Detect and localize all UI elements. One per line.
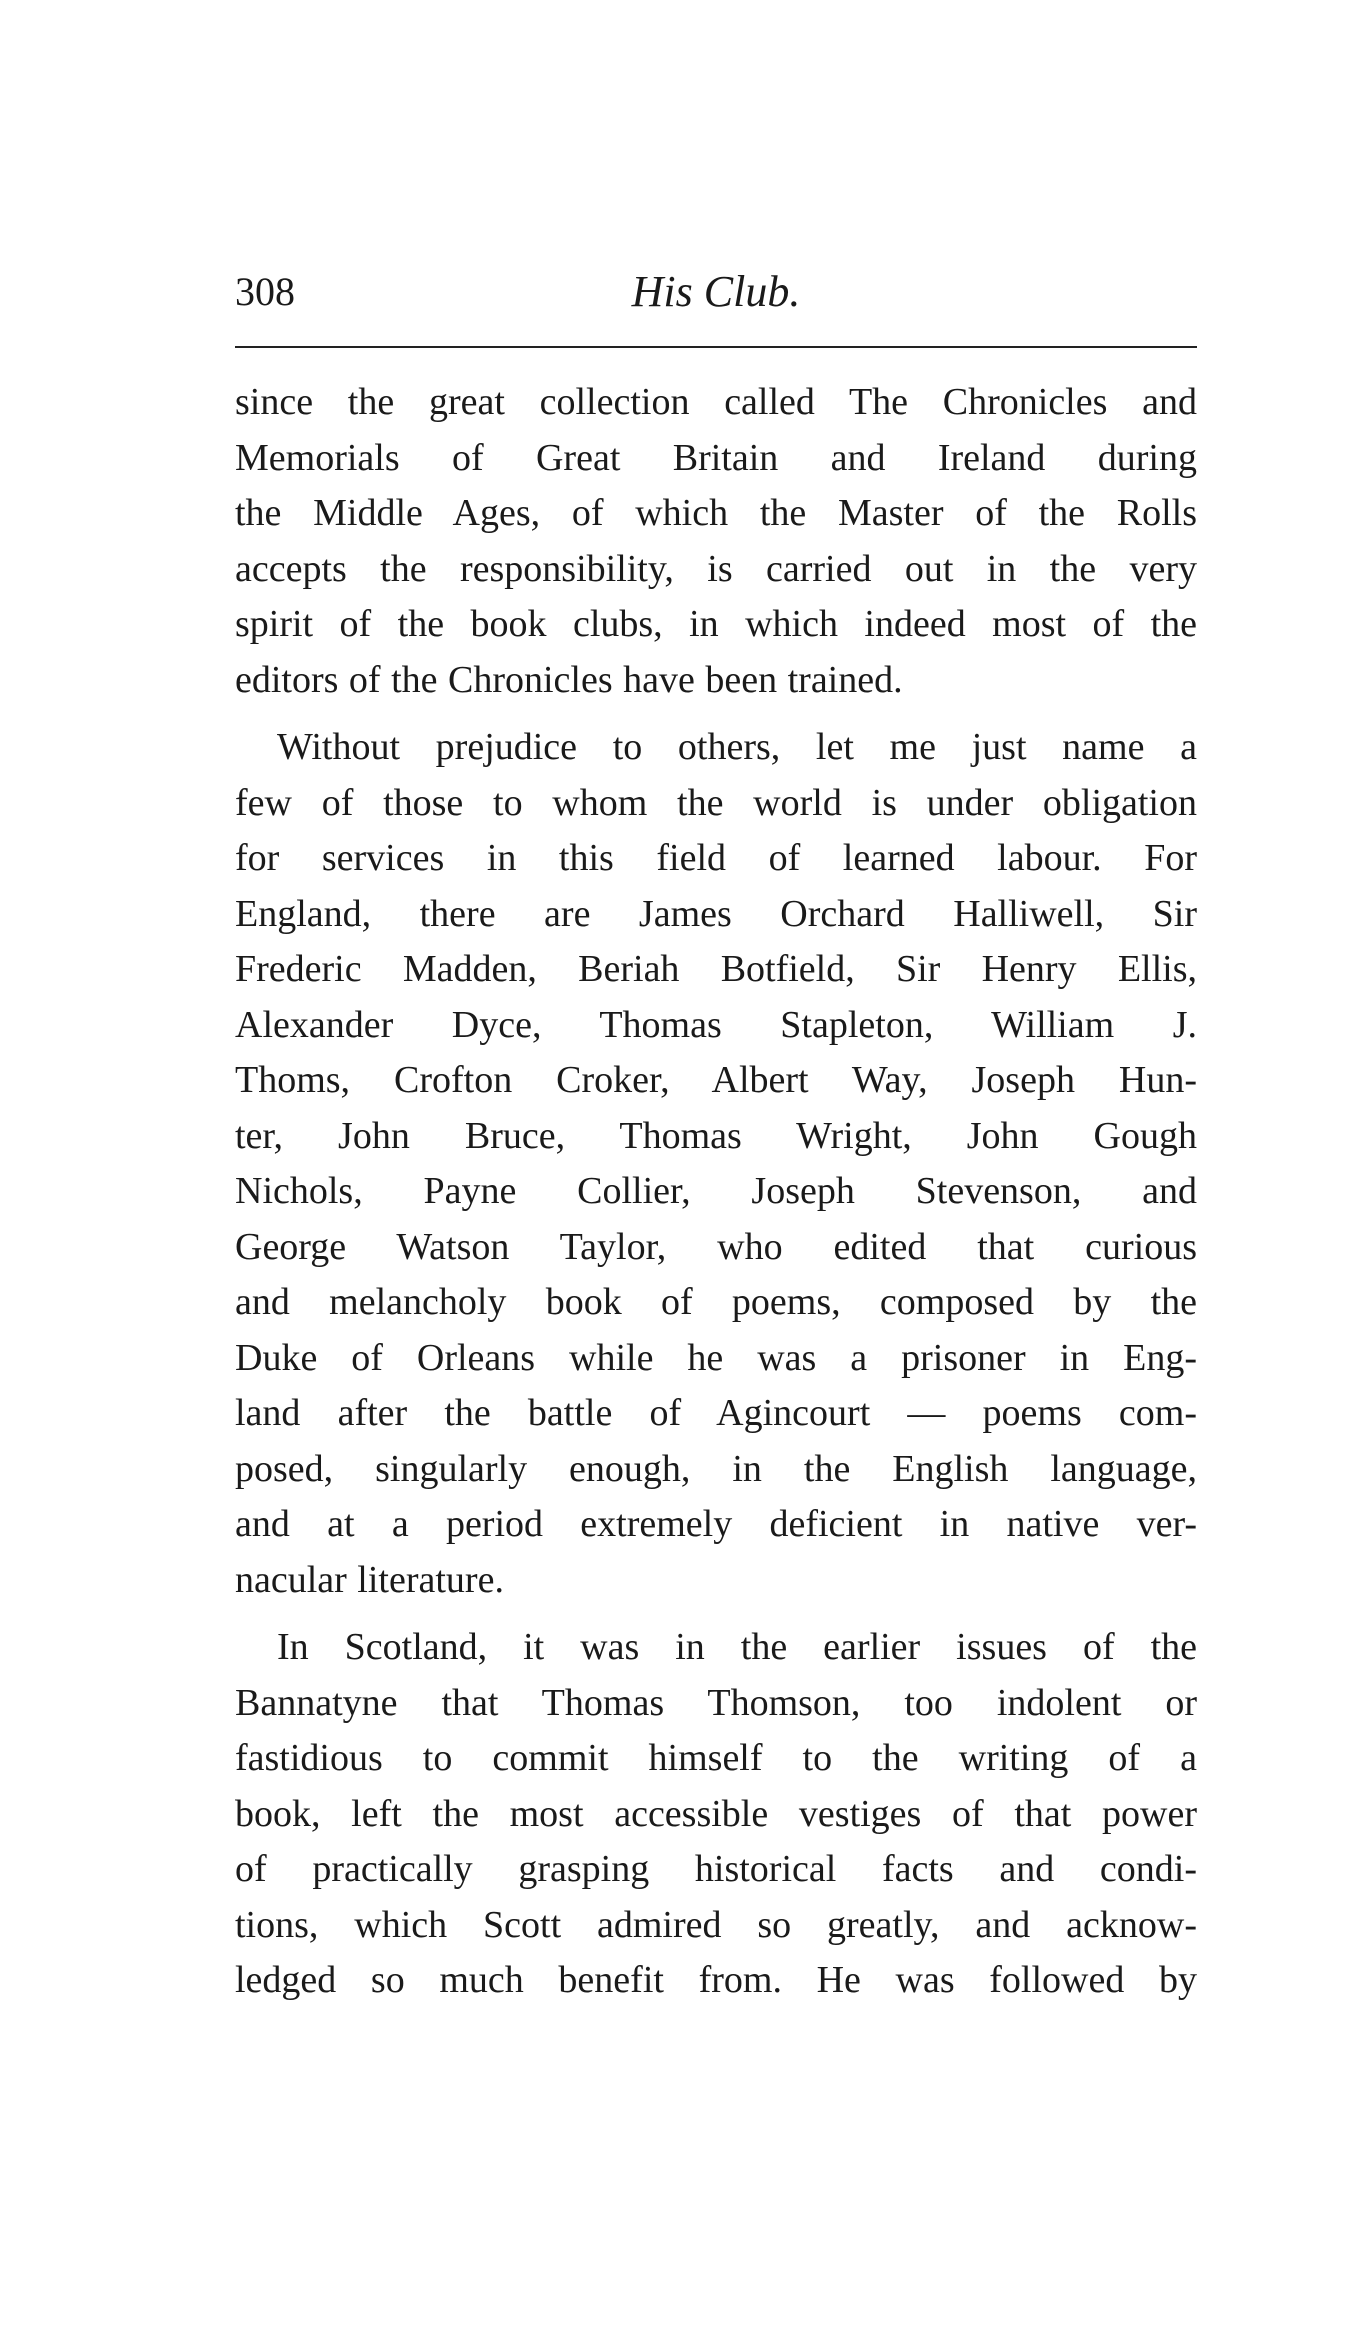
text-line: Frederic Madden, Beriah Botfield, Sir Henry Ellis,: [235, 948, 1197, 990]
text-line: spirit of the book clubs, in which indeed most of the: [235, 603, 1197, 645]
text-line: the Middle Ages, of which the Master of the Rolls: [235, 492, 1197, 534]
text-line: Duke of Orleans while he was a prisoner in Eng-: [235, 1336, 1197, 1379]
text-line: land after the battle of Agincourt — poems com-: [235, 1392, 1197, 1434]
paragraph-gap: [235, 1608, 1197, 1620]
paragraph-gap: [235, 708, 1197, 720]
text-line: In Scotland, it was in the earlier issues of the: [277, 1626, 1197, 1668]
text-line: Bannatyne that Thomas Thomson, too indolent or: [235, 1681, 1197, 1724]
text-line: and melancholy book of poems, composed by the: [235, 1281, 1197, 1323]
text-line: nacular literature.: [235, 1558, 504, 1601]
text-line: for services in this field of learned labour. For: [235, 837, 1197, 879]
text-line: of practically grasping historical facts and condi-: [235, 1848, 1197, 1890]
running-title: His Club.: [631, 267, 801, 316]
page-number: 308: [235, 269, 295, 314]
text-line: ter, John Bruce, Thomas Wright, John Gough: [235, 1114, 1197, 1157]
text-line: posed, singularly enough, in the English language,: [235, 1447, 1197, 1490]
text-line: Memorials of Great Britain and Ireland during: [235, 436, 1197, 479]
text-line: since the great collection called The Chronicles and: [235, 381, 1197, 423]
text-line: Nichols, Payne Collier, Joseph Stevenson, and: [235, 1170, 1197, 1212]
body-text: [235, 375, 1197, 2009]
text-line: accepts the responsibility, is carried out in the very: [235, 547, 1197, 590]
text-line: book, left the most accessible vestiges of that power: [235, 1792, 1197, 1835]
header-rule: [235, 346, 1197, 348]
text-line: and at a period extremely deficient in native ver-: [235, 1503, 1197, 1545]
text-line: ledged so much benefit from. He was followed by: [235, 1959, 1197, 2001]
text-line: fastidious to commit himself to the writing of a: [235, 1737, 1197, 1779]
text-line: editors of the Chronicles have been trained.: [235, 658, 903, 701]
text-line: few of those to whom the world is under obligation: [235, 781, 1197, 824]
text-line: George Watson Taylor, who edited that curious: [235, 1225, 1197, 1268]
text-line: Alexander Dyce, Thomas Stapleton, William J.: [235, 1003, 1197, 1046]
running-head: [235, 262, 1197, 322]
text-line: Thoms, Crofton Croker, Albert Way, Joseph Hun-: [235, 1059, 1197, 1101]
text-line: England, there are James Orchard Halliwell, Sir: [235, 892, 1197, 935]
text-line: tions, which Scott admired so greatly, and acknow-: [235, 1903, 1197, 1946]
text-line: Without prejudice to others, let me just name a: [277, 726, 1197, 768]
